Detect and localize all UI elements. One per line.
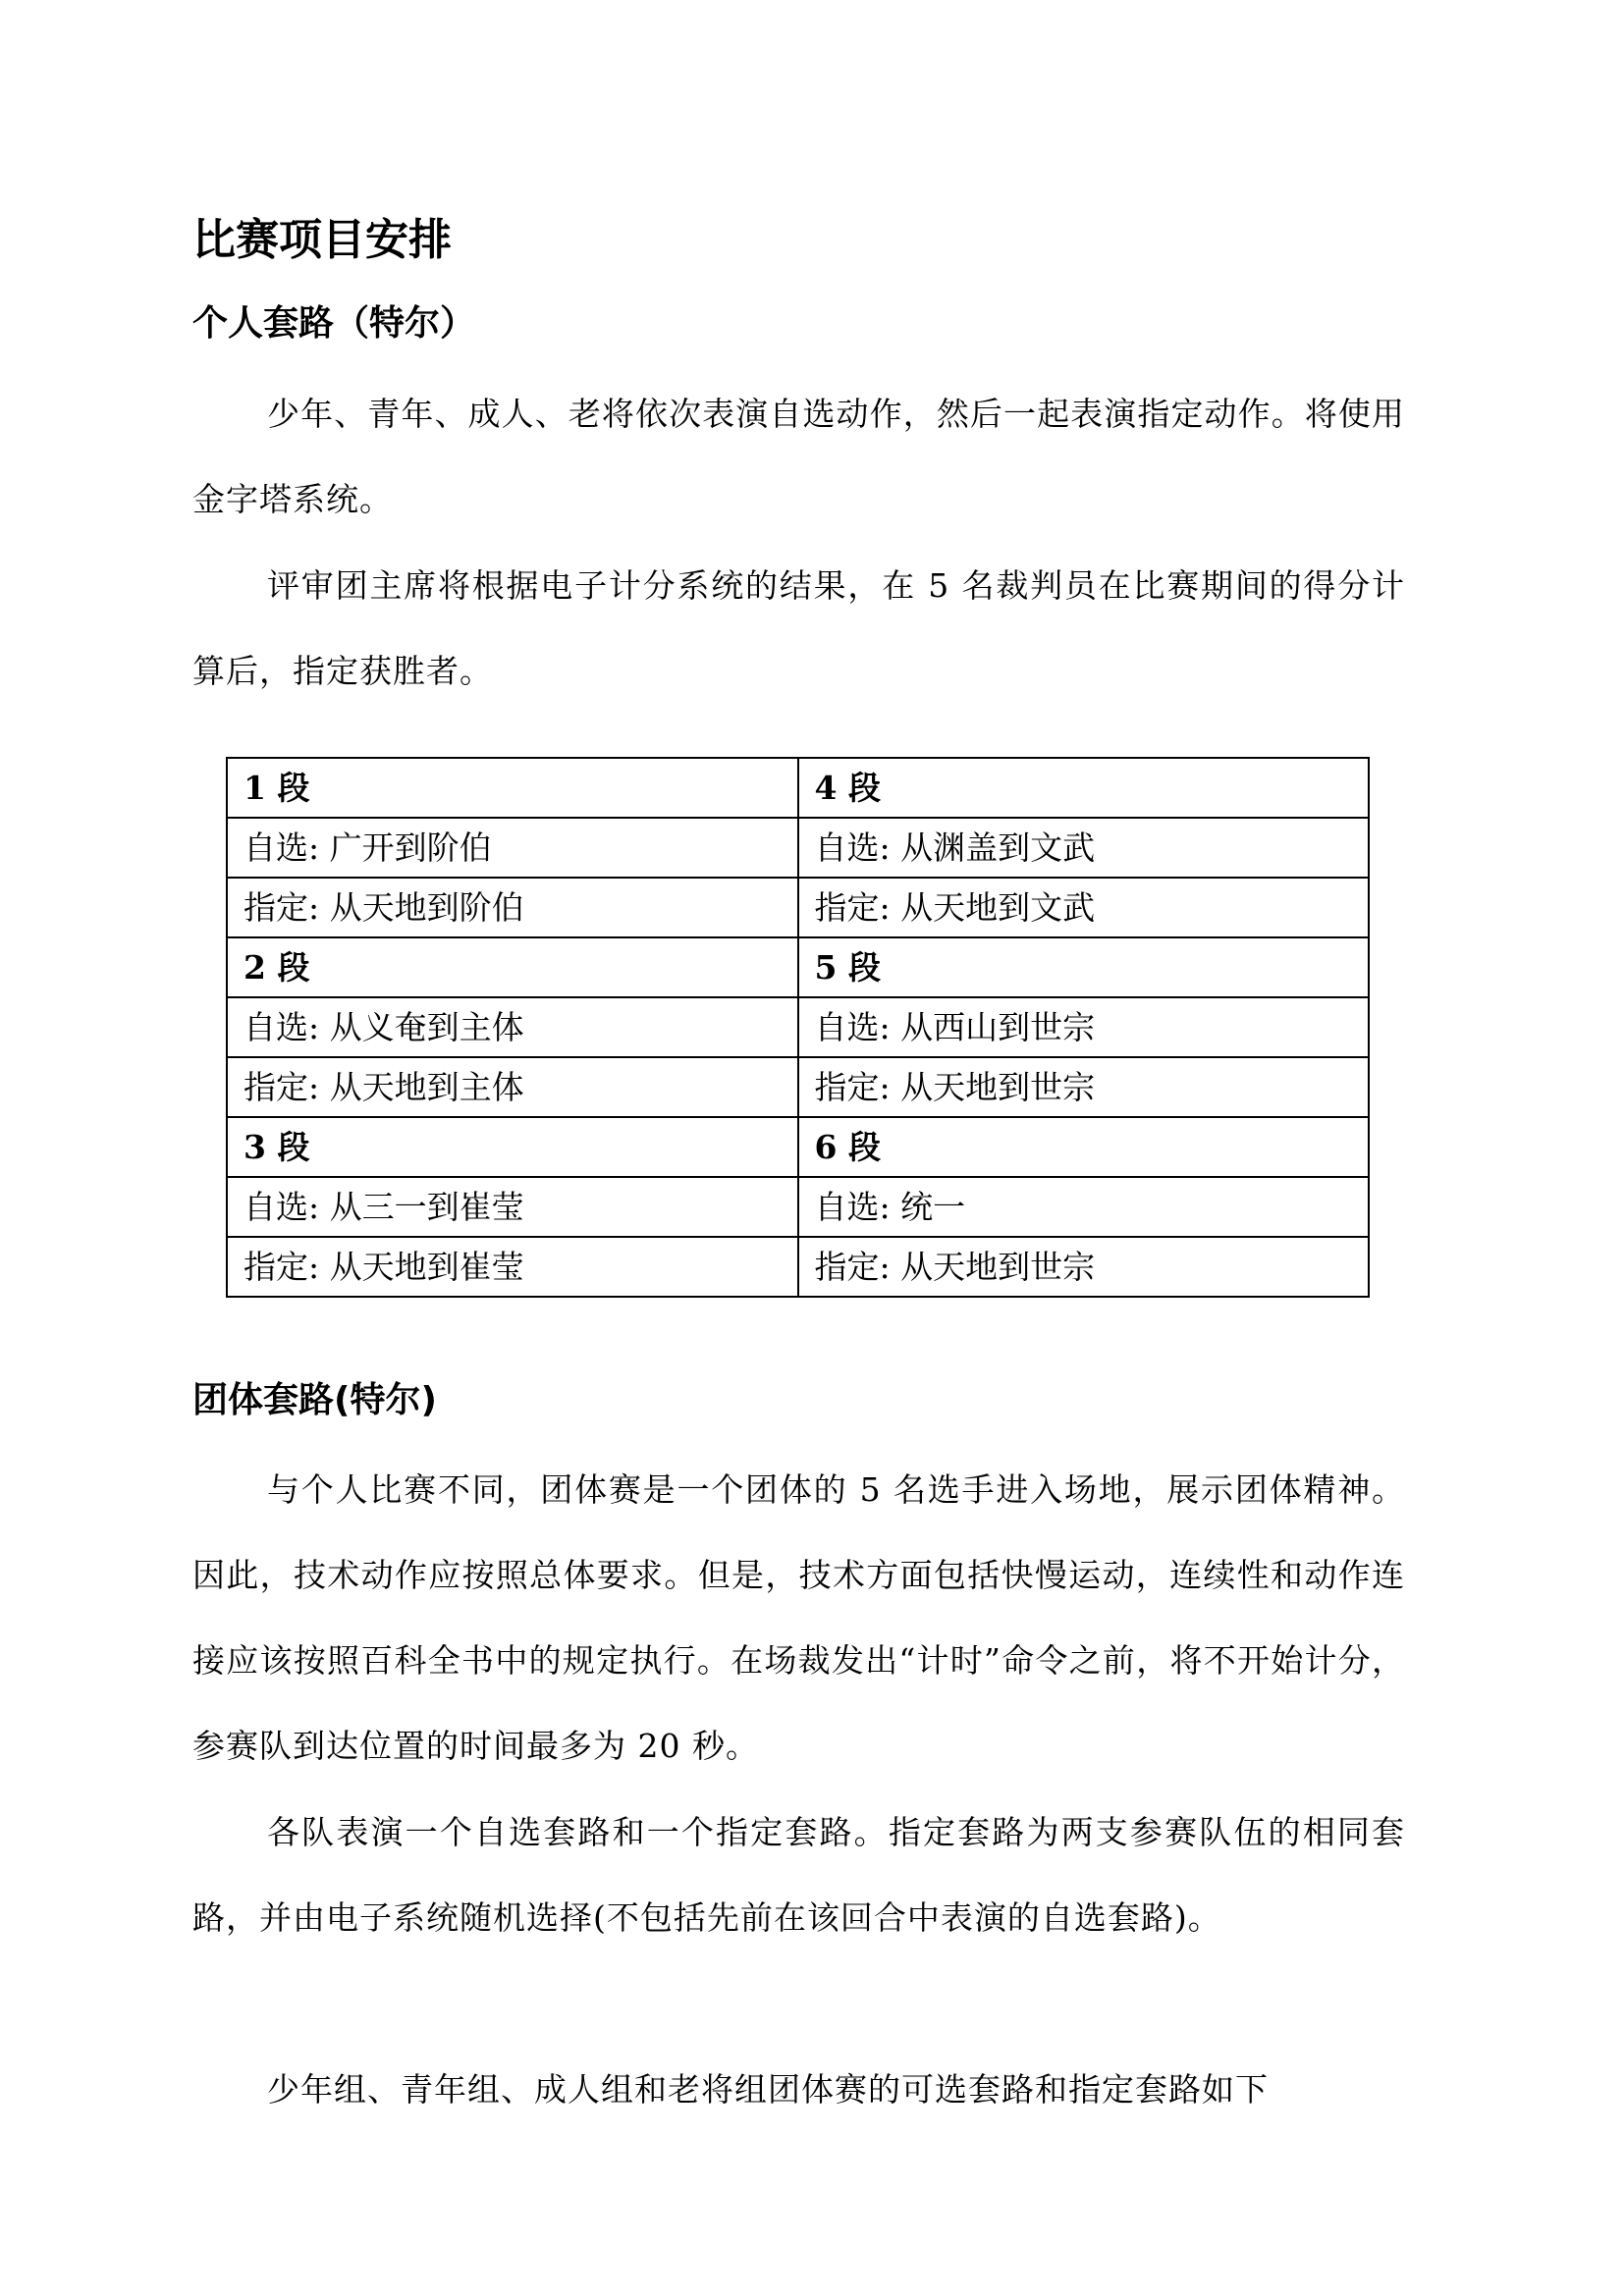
table-row (227, 878, 1369, 937)
table-cell: 自选: 统一 (798, 1177, 1370, 1237)
table-cell: 6 段 (798, 1117, 1370, 1177)
table-cell: 自选: 从三一到崔莹 (227, 1177, 798, 1237)
table-row (227, 1237, 1369, 1297)
table-cell: 指定: 从天地到阶伯 (227, 878, 798, 937)
table-cell: 指定: 从天地到世宗 (798, 1057, 1370, 1117)
team-paragraph-3: 少年组、青年组、成人组和老将组团体赛的可选套路和指定套路如下 (267, 2070, 1269, 2109)
table-row (227, 1057, 1369, 1117)
table-row (227, 997, 1369, 1057)
individual-paragraph-1: 少年、青年、成人、老将依次表演自选动作，然后一起表演指定动作。将使用金字塔系统。 (192, 395, 1405, 518)
individual-section-heading: 个人套路（特尔） (192, 303, 476, 344)
table-row (227, 758, 1369, 818)
table-cell: 自选: 从西山到世宗 (798, 997, 1370, 1057)
table-cell: 自选: 从义奄到主体 (227, 997, 798, 1057)
table-cell: 指定: 从天地到主体 (227, 1057, 798, 1117)
table-cell: 5 段 (798, 937, 1370, 997)
table-cell: 指定: 从天地到文武 (798, 878, 1370, 937)
team-paragraph-2: 各队表演一个自选套路和一个指定套路。指定套路为两支参赛队伍的相同套路，并由电子系统随机选择(不包括先前在该回合中表演的自选套路)。 (192, 1813, 1405, 1937)
table-cell: 2 段 (227, 937, 798, 997)
table-cell: 3 段 (227, 1117, 798, 1177)
table-row (227, 818, 1369, 878)
table-cell: 指定: 从天地到世宗 (798, 1237, 1370, 1297)
table-cell: 指定: 从天地到崔莹 (227, 1237, 798, 1297)
dan-forms-table (226, 757, 1370, 1298)
team-paragraph-1: 与个人比赛不同，团体赛是一个团体的 5 名选手进入场地，展示团体精神。因此，技术动作应按照总体要求。但是，技术方面包括快慢运动，连续性和动作连接应该按照百科全书中的规定执行。在场裁发出“计时”命令之前，将不开始计分，参赛队到达位置的时间最多为 20 秒。 (192, 1470, 1405, 1765)
team-section-heading: 团体套路(特尔) (192, 1380, 437, 1420)
table-cell: 自选: 从渊盖到文武 (798, 818, 1370, 878)
table-row (227, 1117, 1369, 1177)
page-title: 比赛项目安排 (192, 215, 452, 265)
table-cell: 4 段 (798, 758, 1370, 818)
table-row (227, 937, 1369, 997)
table-cell: 自选: 广开到阶伯 (227, 818, 798, 878)
individual-paragraph-2: 评审团主席将根据电子计分系统的结果，在 5 名裁判员在比赛期间的得分计算后，指定获胜者。 (192, 566, 1405, 690)
table-cell: 1 段 (227, 758, 798, 818)
table-row (227, 1177, 1369, 1237)
